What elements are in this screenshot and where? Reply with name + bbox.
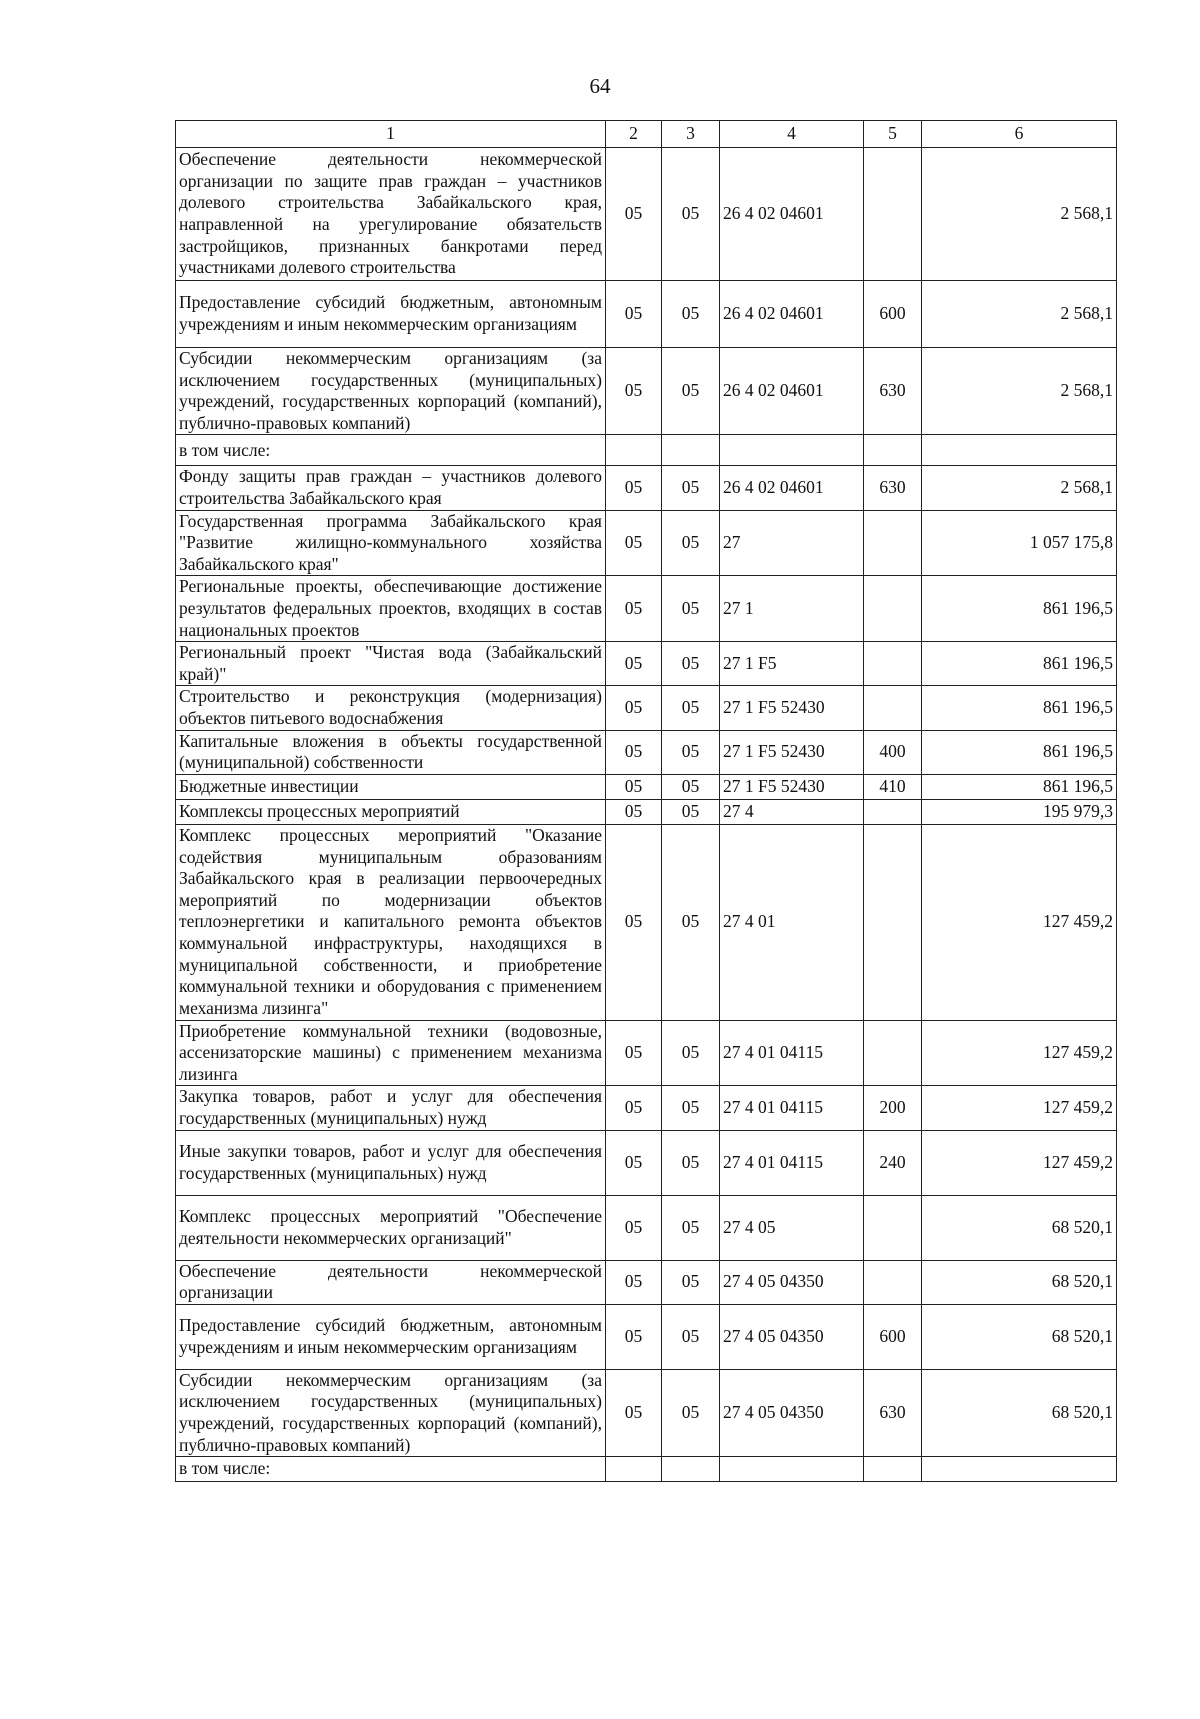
cell-section: 05 bbox=[606, 148, 662, 281]
cell-subsection: 05 bbox=[662, 774, 720, 799]
table-row bbox=[176, 642, 1117, 686]
table-row bbox=[176, 799, 1117, 824]
cell-name: Предоставление субсидий бюджетным, автономным учреждениям и иным некоммерческим организациям bbox=[176, 281, 606, 348]
cell-expense-type: 240 bbox=[864, 1130, 922, 1195]
cell-name: Государственная программа Забайкальского края "Развитие жилищно-коммунального хозяйства Забайкальского края" bbox=[176, 510, 606, 576]
cell-section: 05 bbox=[606, 686, 662, 730]
cell-subsection: 05 bbox=[662, 1304, 720, 1369]
cell-section: 05 bbox=[606, 774, 662, 799]
cell-expense-type: 400 bbox=[864, 730, 922, 774]
column-header-name: 1 bbox=[176, 121, 606, 148]
table-row bbox=[176, 281, 1117, 348]
cell-target-item: 27 1 F5 52430 bbox=[720, 774, 864, 799]
cell-name: Комплекс процессных мероприятий "Обеспечение деятельности некоммерческих организаций" bbox=[176, 1195, 606, 1260]
cell-target-item: 27 4 05 bbox=[720, 1195, 864, 1260]
cell-section: 05 bbox=[606, 1020, 662, 1086]
cell-amount: 861 196,5 bbox=[922, 774, 1117, 799]
column-header-section: 2 bbox=[606, 121, 662, 148]
table-row bbox=[176, 1020, 1117, 1086]
cell-target-item: 27 1 F5 52430 bbox=[720, 730, 864, 774]
cell-expense-type bbox=[864, 1457, 922, 1482]
cell-name: Закупка товаров, работ и услуг для обеспечения государственных (муниципальных) нужд bbox=[176, 1086, 606, 1130]
cell-amount: 2 568,1 bbox=[922, 281, 1117, 348]
cell-expense-type bbox=[864, 1195, 922, 1260]
table-row bbox=[176, 435, 1117, 466]
column-header-expense-type: 5 bbox=[864, 121, 922, 148]
cell-expense-type bbox=[864, 642, 922, 686]
cell-target-item: 26 4 02 04601 bbox=[720, 281, 864, 348]
cell-expense-type bbox=[864, 686, 922, 730]
cell-subsection: 05 bbox=[662, 1020, 720, 1086]
cell-amount bbox=[922, 1457, 1117, 1482]
cell-target-item: 27 1 bbox=[720, 576, 864, 642]
cell-expense-type bbox=[864, 576, 922, 642]
cell-name: Обеспечение деятельности некоммерческой организации bbox=[176, 1260, 606, 1304]
cell-section bbox=[606, 1457, 662, 1482]
cell-name: Строительство и реконструкция (модернизация) объектов питьевого водоснабжения bbox=[176, 686, 606, 730]
cell-amount: 127 459,2 bbox=[922, 824, 1117, 1020]
cell-section: 05 bbox=[606, 730, 662, 774]
column-header-subsection: 3 bbox=[662, 121, 720, 148]
cell-name: Субсидии некоммерческим организациям (за исключением государственных (муниципальных) учреждений, государственных корпораций (компаний), публично-правовых компаний) bbox=[176, 1369, 606, 1456]
cell-target-item: 26 4 02 04601 bbox=[720, 348, 864, 435]
cell-expense-type: 630 bbox=[864, 1369, 922, 1456]
cell-name: Комплексы процессных мероприятий bbox=[176, 799, 606, 824]
cell-section: 05 bbox=[606, 576, 662, 642]
budget-table bbox=[175, 120, 1117, 1482]
cell-subsection: 05 bbox=[662, 1369, 720, 1456]
cell-section: 05 bbox=[606, 348, 662, 435]
cell-expense-type bbox=[864, 510, 922, 576]
cell-section: 05 bbox=[606, 642, 662, 686]
cell-name: Обеспечение деятельности некоммерческой организации по защите прав граждан – участников долевого строительства Забайкальского края, направленной на урегулирование обязательств застройщиков, признанных банкротами перед участниками долевого строительства bbox=[176, 148, 606, 281]
cell-expense-type bbox=[864, 1260, 922, 1304]
cell-name: Капитальные вложения в объекты государственной (муниципальной) собственности bbox=[176, 730, 606, 774]
cell-target-item: 27 1 F5 bbox=[720, 642, 864, 686]
cell-subsection: 05 bbox=[662, 1086, 720, 1130]
cell-amount: 861 196,5 bbox=[922, 730, 1117, 774]
cell-amount: 68 520,1 bbox=[922, 1369, 1117, 1456]
cell-amount: 861 196,5 bbox=[922, 642, 1117, 686]
cell-target-item: 27 4 05 04350 bbox=[720, 1304, 864, 1369]
cell-amount: 1 057 175,8 bbox=[922, 510, 1117, 576]
cell-subsection: 05 bbox=[662, 824, 720, 1020]
cell-section: 05 bbox=[606, 799, 662, 824]
cell-subsection: 05 bbox=[662, 466, 720, 510]
cell-target-item: 26 4 02 04601 bbox=[720, 148, 864, 281]
cell-subsection: 05 bbox=[662, 281, 720, 348]
cell-target-item bbox=[720, 1457, 864, 1482]
cell-expense-type bbox=[864, 1020, 922, 1086]
cell-subsection: 05 bbox=[662, 730, 720, 774]
cell-target-item: 27 4 05 04350 bbox=[720, 1260, 864, 1304]
cell-amount: 68 520,1 bbox=[922, 1304, 1117, 1369]
table-row bbox=[176, 576, 1117, 642]
cell-target-item: 27 4 01 04115 bbox=[720, 1130, 864, 1195]
cell-section: 05 bbox=[606, 1130, 662, 1195]
table-row bbox=[176, 1195, 1117, 1260]
cell-subsection: 05 bbox=[662, 799, 720, 824]
cell-section: 05 bbox=[606, 510, 662, 576]
table-row bbox=[176, 348, 1117, 435]
table-row bbox=[176, 686, 1117, 730]
cell-target-item: 27 4 01 04115 bbox=[720, 1020, 864, 1086]
cell-target-item: 27 4 01 bbox=[720, 824, 864, 1020]
cell-section: 05 bbox=[606, 1260, 662, 1304]
cell-expense-type: 600 bbox=[864, 1304, 922, 1369]
cell-amount: 195 979,3 bbox=[922, 799, 1117, 824]
cell-name: в том числе: bbox=[176, 1457, 606, 1482]
cell-subsection: 05 bbox=[662, 576, 720, 642]
table-row bbox=[176, 730, 1117, 774]
cell-expense-type: 630 bbox=[864, 348, 922, 435]
cell-amount: 2 568,1 bbox=[922, 466, 1117, 510]
cell-subsection: 05 bbox=[662, 1195, 720, 1260]
table-row bbox=[176, 1369, 1117, 1456]
cell-target-item bbox=[720, 435, 864, 466]
cell-target-item: 27 1 F5 52430 bbox=[720, 686, 864, 730]
cell-amount: 861 196,5 bbox=[922, 576, 1117, 642]
table-row bbox=[176, 1304, 1117, 1369]
cell-expense-type bbox=[864, 148, 922, 281]
table-row bbox=[176, 510, 1117, 576]
cell-subsection: 05 bbox=[662, 1130, 720, 1195]
table-row bbox=[176, 466, 1117, 510]
table-row bbox=[176, 1260, 1117, 1304]
cell-subsection: 05 bbox=[662, 642, 720, 686]
table-row bbox=[176, 1130, 1117, 1195]
cell-name: Иные закупки товаров, работ и услуг для обеспечения государственных (муниципальных) нужд bbox=[176, 1130, 606, 1195]
cell-section: 05 bbox=[606, 824, 662, 1020]
cell-amount: 127 459,2 bbox=[922, 1086, 1117, 1130]
cell-section: 05 bbox=[606, 281, 662, 348]
cell-name: в том числе: bbox=[176, 435, 606, 466]
column-header-target-item: 4 bbox=[720, 121, 864, 148]
cell-amount: 861 196,5 bbox=[922, 686, 1117, 730]
cell-name: Региональный проект "Чистая вода (Забайкальский край)" bbox=[176, 642, 606, 686]
table-row bbox=[176, 148, 1117, 281]
cell-section: 05 bbox=[606, 466, 662, 510]
cell-subsection bbox=[662, 435, 720, 466]
cell-subsection: 05 bbox=[662, 510, 720, 576]
cell-section: 05 bbox=[606, 1304, 662, 1369]
cell-target-item: 27 bbox=[720, 510, 864, 576]
cell-name: Бюджетные инвестиции bbox=[176, 774, 606, 799]
cell-name: Предоставление субсидий бюджетным, автономным учреждениям и иным некоммерческим организациям bbox=[176, 1304, 606, 1369]
cell-target-item: 27 4 bbox=[720, 799, 864, 824]
cell-expense-type: 200 bbox=[864, 1086, 922, 1130]
cell-expense-type: 630 bbox=[864, 466, 922, 510]
cell-expense-type: 600 bbox=[864, 281, 922, 348]
cell-name: Региональные проекты, обеспечивающие достижение результатов федеральных проектов, входящих в состав национальных проектов bbox=[176, 576, 606, 642]
table-row bbox=[176, 1457, 1117, 1482]
cell-section: 05 bbox=[606, 1086, 662, 1130]
cell-amount: 68 520,1 bbox=[922, 1195, 1117, 1260]
cell-target-item: 27 4 01 04115 bbox=[720, 1086, 864, 1130]
cell-target-item: 27 4 05 04350 bbox=[720, 1369, 864, 1456]
cell-amount: 127 459,2 bbox=[922, 1130, 1117, 1195]
cell-amount: 68 520,1 bbox=[922, 1260, 1117, 1304]
column-header-amount: 6 bbox=[922, 121, 1117, 148]
cell-amount: 2 568,1 bbox=[922, 348, 1117, 435]
cell-expense-type bbox=[864, 824, 922, 1020]
cell-expense-type: 410 bbox=[864, 774, 922, 799]
cell-section: 05 bbox=[606, 1195, 662, 1260]
cell-name: Приобретение коммунальной техники (водовозные, ассенизаторские машины) с применением механизма лизинга bbox=[176, 1020, 606, 1086]
cell-section bbox=[606, 435, 662, 466]
table-row bbox=[176, 824, 1117, 1020]
cell-subsection: 05 bbox=[662, 686, 720, 730]
cell-amount bbox=[922, 435, 1117, 466]
cell-expense-type bbox=[864, 435, 922, 466]
cell-subsection bbox=[662, 1457, 720, 1482]
table-row bbox=[176, 1086, 1117, 1130]
cell-name: Фонду защиты прав граждан – участников долевого строительства Забайкальского края bbox=[176, 466, 606, 510]
cell-subsection: 05 bbox=[662, 1260, 720, 1304]
cell-name: Субсидии некоммерческим организациям (за исключением государственных (муниципальных) учреждений, государственных корпораций (компаний), публично-правовых компаний) bbox=[176, 348, 606, 435]
header-row bbox=[176, 121, 1117, 148]
cell-section: 05 bbox=[606, 1369, 662, 1456]
cell-expense-type bbox=[864, 799, 922, 824]
cell-name: Комплекс процессных мероприятий "Оказание содействия муниципальным образованиям Забайкальского края в реализации первоочередных мероприятий по модернизации объектов теплоэнергетики и капитального ремонта объектов коммунальной инфраструктуры, находящихся в муниципальной собственности, и приобретение коммунальной техники и оборудования с применением механизма лизинга" bbox=[176, 824, 606, 1020]
cell-amount: 2 568,1 bbox=[922, 148, 1117, 281]
cell-amount: 127 459,2 bbox=[922, 1020, 1117, 1086]
cell-subsection: 05 bbox=[662, 148, 720, 281]
cell-subsection: 05 bbox=[662, 348, 720, 435]
table-row bbox=[176, 774, 1117, 799]
cell-target-item: 26 4 02 04601 bbox=[720, 466, 864, 510]
page-number: 64 bbox=[589, 74, 611, 98]
